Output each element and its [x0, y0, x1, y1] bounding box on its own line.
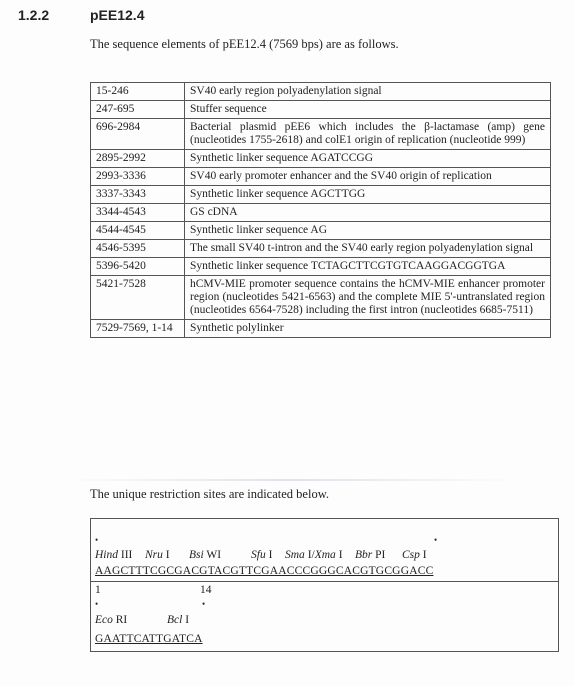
table-row: [91, 119, 551, 150]
nucleotide-range-cell: 2895-2992: [91, 150, 185, 168]
table-row: [91, 186, 551, 204]
box-divider: [91, 581, 558, 582]
table-row: [91, 150, 551, 168]
site-marker-dot: •: [95, 599, 99, 609]
element-description-cell: Synthetic polylinker: [185, 320, 551, 338]
section-number: 1.2.2: [18, 7, 50, 23]
element-description-cell: GS cDNA: [185, 204, 551, 222]
element-description-cell: SV40 early region polyadenylation signal: [185, 83, 551, 101]
enzyme-hind-iii: Hind III: [95, 549, 133, 561]
nucleotide-range-cell: 3344-4543: [91, 204, 185, 222]
nucleotide-range-cell: 3337-3343: [91, 186, 185, 204]
table-row: [91, 276, 551, 320]
enzyme-csp-i: Csp I: [402, 549, 427, 561]
nucleotide-range-cell: 5421-7528: [91, 276, 185, 320]
element-description-cell: Synthetic linker sequence AG: [185, 222, 551, 240]
section-title: pEE12.4: [90, 7, 145, 23]
nucleotide-range-cell: 4544-4545: [91, 222, 185, 240]
table-row: [91, 101, 551, 119]
table-row: [91, 222, 551, 240]
element-description-cell: Bacterial plasmid pEE6 which includes the β-lactamase (amp) gene (nucleotides 1755-2618) and colE1 origin of replication (nucleotide 999): [185, 119, 551, 150]
nucleotide-range-cell: 15-246: [91, 83, 185, 101]
upper-restriction-sequence: AAGCTTTCGCGACGTACGTTCGAACCCGGGCACGTGCGGACC: [95, 565, 434, 577]
table-row: [91, 320, 551, 338]
position-mark-label: 14: [200, 584, 212, 596]
table-row: [91, 258, 551, 276]
sequence-elements-table: [90, 82, 551, 338]
nucleotide-range-cell: 7529-7569, 1-14: [91, 320, 185, 338]
position-start-label: 1: [95, 584, 101, 596]
enzyme-bsi-wi: Bsi WI: [189, 549, 222, 561]
site-marker-dot: •: [95, 535, 99, 545]
element-description-cell: The small SV40 t-intron and the SV40 early region polyadenylation signal: [185, 240, 551, 258]
element-description-cell: Synthetic linker sequence AGCTTGG: [185, 186, 551, 204]
scan-line: [60, 479, 520, 481]
site-marker-dot: •: [434, 535, 438, 545]
restriction-intro-text: The unique restriction sites are indicated below.: [90, 487, 330, 501]
element-description-cell: SV40 early promoter enhancer and the SV40 origin of replication: [185, 168, 551, 186]
element-description-cell: Stuffer sequence: [185, 101, 551, 119]
enzyme-bbr-pi: Bbr PI: [355, 549, 386, 561]
enzyme-sma-xma-i: Sma I/Xma I: [285, 549, 343, 561]
sequence-intro-text: The sequence elements of pEE12.4 (7569 bps) are as follows.: [90, 37, 399, 51]
element-description-cell: Synthetic linker sequence AGATCCGG: [185, 150, 551, 168]
nucleotide-range-cell: 2993-3336: [91, 168, 185, 186]
nucleotide-range-cell: 696-2984: [91, 119, 185, 150]
table-row: [91, 83, 551, 101]
table-row: [91, 168, 551, 186]
nucleotide-range-cell: 5396-5420: [91, 258, 185, 276]
enzyme-sfu-i: Sfu I: [251, 549, 273, 561]
scan-mark: [60, 180, 66, 198]
table-row: [91, 204, 551, 222]
table-row: [91, 240, 551, 258]
element-description-cell: hCMV-MIE promoter sequence contains the hCMV-MIE enhancer promoter region (nucleotides 5421-6563) and the complete MIE 5'-untranslated region (nucleotides 6564-7528) including the first intron (nucleotides 6685-7511): [185, 276, 551, 320]
enzyme-eco-ri: Eco RI: [95, 614, 128, 626]
enzyme-nru-i: Nru I: [145, 549, 170, 561]
restriction-sites-box: [90, 518, 559, 652]
site-marker-dot: •: [202, 599, 206, 609]
nucleotide-range-cell: 247-695: [91, 101, 185, 119]
element-description-cell: Synthetic linker sequence TCTAGCTTCGTGTCAAGGACGGTGA: [185, 258, 551, 276]
nucleotide-range-cell: 4546-5395: [91, 240, 185, 258]
lower-restriction-sequence: GAATTCATTGATCA: [95, 633, 203, 645]
enzyme-bcl-i: Bcl I: [167, 614, 190, 626]
